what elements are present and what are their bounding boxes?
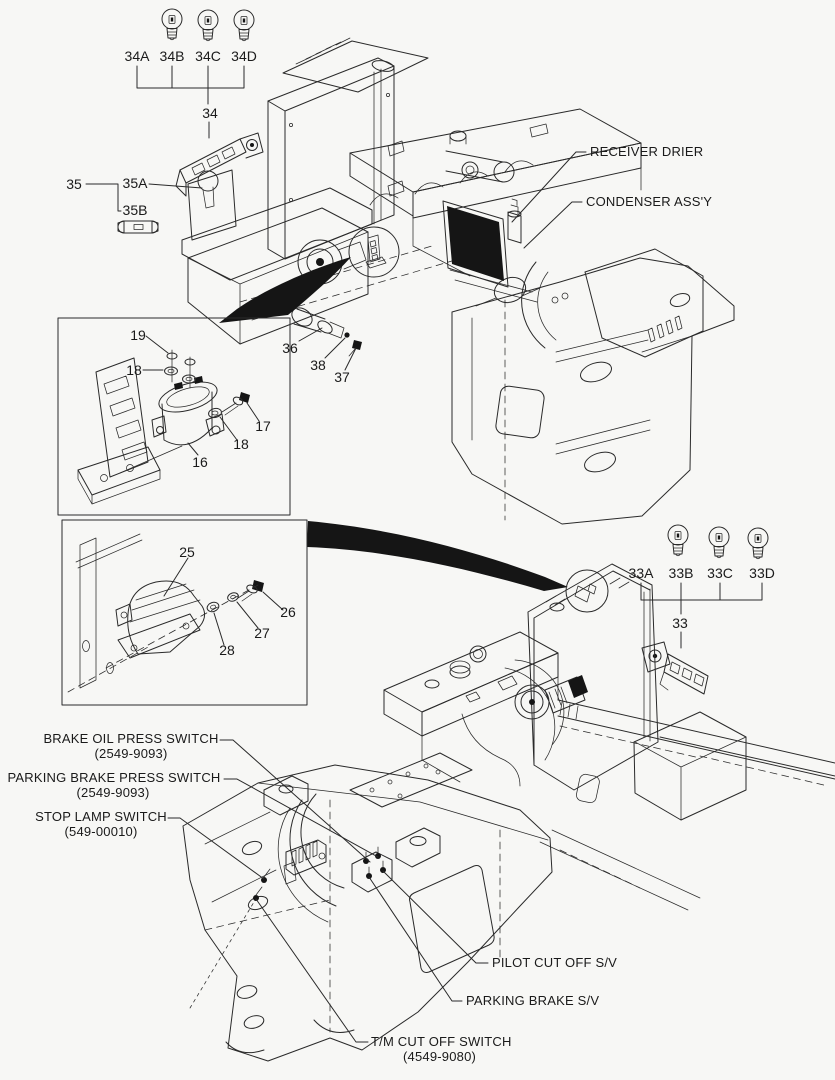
part-label-34c: 34C [195,48,221,64]
lamp-location-circle [566,570,608,612]
part-label-35a: 35A [122,175,148,191]
bolt-17-part [239,392,250,403]
counterweight-box [634,712,746,820]
lamp-bracket-33 [642,642,708,694]
part-label-36: 36 [282,340,298,356]
switch-leader-lines [168,740,488,1042]
bulb-group-34-icons [162,9,254,41]
bolt-37-part [352,340,362,350]
part-label-33b: 33B [668,565,694,581]
callout-condenser: CONDENSER ASS'Y [586,194,713,209]
part-label-28: 28 [219,642,235,658]
top-rear-frame [452,258,734,524]
part-label-26: 26 [280,604,296,620]
callout-tm-cut-off-switch: T/M CUT OFF SWITCH [371,1034,512,1049]
part-label-34: 34 [202,105,218,121]
part-label-33a: 33A [628,565,654,581]
right-frame-rails [540,700,835,910]
part-label-34b: 34B [159,48,185,64]
washer-18-upper-part [165,367,178,375]
bulb-group-33-icons [668,525,768,559]
relay-16-part [152,376,224,445]
receiver-drier-part [508,199,521,243]
part-label-34a: 34A [124,48,150,64]
washer-38-part [344,332,349,337]
part-label-38: 38 [310,357,326,373]
flasher-25-part [116,581,205,658]
part-label-17: 17 [255,418,271,434]
relay-detail-box [58,318,290,515]
callout-parking-brake-sv: PARKING BRAKE S/V [466,993,600,1008]
washer-27-part [226,591,239,602]
part-label-16: 16 [192,454,208,470]
callout-stop-lamp-partno: (549-00010) [64,824,138,839]
callout-stop-lamp-switch: STOP LAMP SWITCH [35,809,167,824]
part-label-19: 19 [130,327,146,343]
callout-parking-brake-press-switch: PARKING BRAKE PRESS SWITCH [7,770,221,785]
top-machine-illustration [182,38,734,524]
zoom-arrow-to-flasher-box [307,521,568,591]
part-label-25: 25 [179,544,195,560]
bracket-34 [137,66,244,138]
part-label-37: 37 [334,369,350,385]
part-label-33d: 33D [749,565,775,581]
bottom-machine-illustration [183,564,835,1061]
part-label-27: 27 [254,625,270,641]
part-label-34d: 34D [231,48,257,64]
relay-location-circle [349,227,399,277]
part-label-33c: 33C [707,565,733,581]
bottom-transmission [264,753,472,922]
front-frame [183,765,552,1061]
callout-tm-cut-off-partno: (4549-9080) [403,1049,477,1064]
zoom-arrow-to-relay-box [219,257,351,323]
part-label-33: 33 [672,615,688,631]
callout-pilot-cut-off-sv: PILOT CUT OFF S/V [492,955,617,970]
horn-part-36 [288,304,362,356]
part-label-35b: 35B [122,202,148,218]
washer-28-part [206,601,220,614]
callout-brake-oil-press-partno: (2549-9093) [94,746,168,761]
festoon-bulb-icon [118,221,158,233]
bracket-33 [641,583,762,648]
part-label-35: 35 [66,176,82,192]
callout-parking-brake-press-partno: (2549-9093) [76,785,150,800]
tm-cut-off-switch-part [253,895,259,901]
part-label-18-upper: 18 [126,362,142,378]
callout-brake-oil-press-switch: BRAKE OIL PRESS SWITCH [43,731,219,746]
callout-receiver-drier: RECEIVER DRIER [590,144,704,159]
leader-condenser [524,202,582,248]
part-label-18-lower: 18 [233,436,249,452]
